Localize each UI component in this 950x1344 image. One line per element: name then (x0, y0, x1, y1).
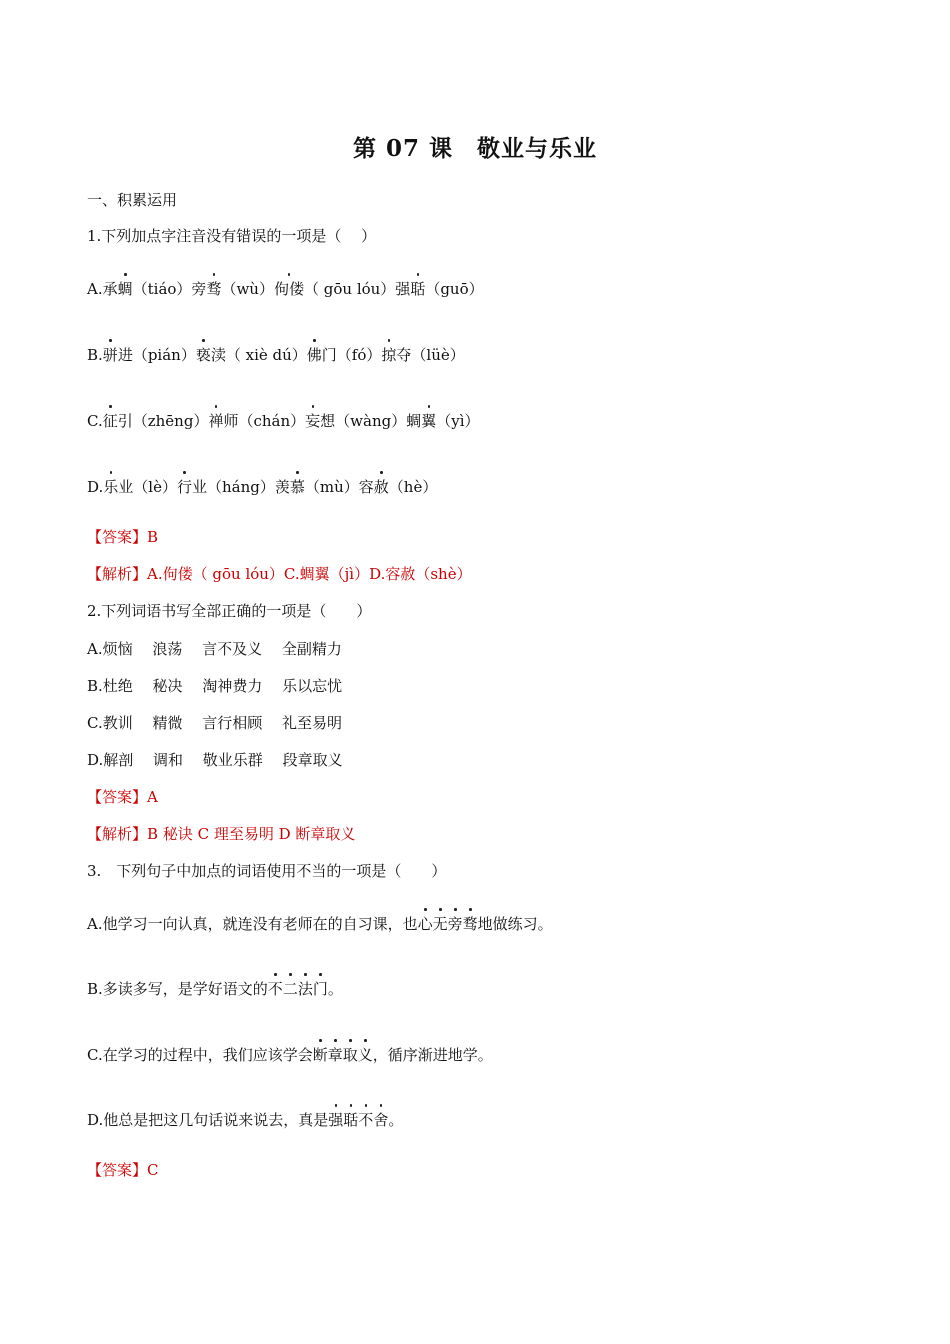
q2-answer-value: A (147, 788, 158, 806)
q1-d-text5: （hè） (388, 478, 438, 496)
q1-b-dotted4: 掠 (381, 346, 397, 364)
q3-d-dotted-word (328, 1111, 388, 1129)
q3-option-d (87, 1109, 403, 1131)
q1-b-dotted2: 亵 (195, 346, 211, 364)
q1-b-dotted3: 佛 (306, 346, 322, 364)
emphasis-dot-char: 骛 (462, 915, 478, 933)
q1-analysis (87, 563, 472, 585)
q1-analysis-text: A.佝偻（ gōu lóu）C.蜩翼（jì）D.容赦（shè） (147, 565, 472, 583)
q2-analysis-text: B 秘诀 C 理至易明 D 断章取义 (147, 825, 356, 843)
q1-a-dotted3: 佝偻 (273, 280, 304, 298)
q1-b-text3: 渎（ xiè dú） (210, 346, 307, 364)
q3-c-post: ，循序渐进地学。 (372, 1046, 493, 1064)
q1-c-dotted1: 征 (102, 412, 118, 430)
q1-option-a (87, 278, 484, 300)
q1-a-dotted4: 聒 (410, 280, 426, 298)
q3-a-pre: A.他学习一向认真，就连没有老师在的自习课，也 (87, 915, 418, 933)
q2-stem: 2.下列词语书写全部正确的一项是（ ） (87, 602, 372, 620)
q3-stem: 3. 下列句子中加点的词语使用不当的一项是（ ） (87, 862, 447, 880)
q1-b-text2: 进（pián） (117, 346, 196, 364)
q1-b-text1: B. (87, 346, 103, 364)
emphasis-dot-char: 二 (282, 980, 298, 998)
emphasis-dot-char: 不 (358, 1111, 374, 1129)
q1-c-text2: 引（zhēng） (117, 412, 209, 430)
q2-answer (87, 786, 158, 808)
q1-d-dotted1: 乐 (103, 478, 119, 496)
q1-b-text4: 门（fó） (321, 346, 382, 364)
q3-b-post: 。 (327, 980, 343, 998)
q1-c-text1: C. (87, 412, 103, 430)
q3-answer-value: C (147, 1161, 159, 1179)
q3-answer (87, 1159, 159, 1181)
q2-option-c: C.教训 精微 言行相顾 礼至易明 (87, 714, 343, 732)
emphasis-dot-char: 心 (417, 915, 433, 933)
q1-stem: 1.下列加点字注音没有错误的一项是（ ） (87, 227, 377, 245)
q3-d-post: 。 (388, 1111, 404, 1129)
q1-analysis-label: 【解析】 (87, 565, 148, 583)
q3-answer-label: 【答案】 (87, 1161, 148, 1179)
q1-b-text5: 夺（lüè） (396, 346, 465, 364)
q1-a-text5: （guō） (425, 280, 484, 298)
q1-c-dotted3: 妄 (305, 412, 321, 430)
q1-option-c (87, 410, 480, 432)
section-heading: 一、积累运用 (87, 191, 178, 209)
q1-d-text1: D. (87, 478, 104, 496)
q3-option-a (87, 913, 553, 935)
q1-answer-label: 【答案】 (87, 528, 148, 546)
emphasis-dot-char: 义 (357, 1046, 373, 1064)
q1-a-text3: （wù） (221, 280, 274, 298)
q1-option-d (87, 476, 437, 498)
q1-c-dotted2: 禅 (208, 412, 224, 430)
q3-b-dotted-word (268, 980, 328, 998)
q1-d-dotted4: 赦 (373, 478, 389, 496)
q2-answer-label: 【答案】 (87, 788, 148, 806)
emphasis-dot-char: 门 (312, 980, 328, 998)
q3-c-dotted-word (313, 1046, 373, 1064)
q2-option-d: D.解剖 调和 敬业乐群 段章取义 (87, 751, 343, 769)
emphasis-dot-char: 断 (312, 1046, 328, 1064)
q1-a-dotted1: 蜩 (117, 280, 133, 298)
emphasis-dot-char: 不 (267, 980, 283, 998)
q3-option-b (87, 978, 343, 1000)
emphasis-dot-char: 法 (297, 980, 313, 998)
q1-a-text2: （tiáo）旁 (132, 280, 207, 298)
q1-d-text2: 业（lè） (118, 478, 177, 496)
emphasis-dot-char: 旁 (447, 915, 463, 933)
q2-analysis-label: 【解析】 (87, 825, 148, 843)
emphasis-dot-char: 聒 (343, 1111, 359, 1129)
q1-a-dotted2: 骛 (206, 280, 222, 298)
q2-option-b: B.杜绝 秘决 淘神费力 乐以忘忧 (87, 677, 343, 695)
q1-answer-value: B (147, 528, 159, 546)
emphasis-dot-char: 取 (342, 1046, 358, 1064)
q3-a-post: 地做练习。 (477, 915, 553, 933)
q3-option-c (87, 1044, 493, 1066)
emphasis-dot-char: 无 (432, 915, 448, 933)
q1-d-text4: （mù）容 (304, 478, 374, 496)
q3-c-pre: C.在学习的过程中，我们应该学会 (87, 1046, 313, 1064)
q1-b-dotted1: 骈 (102, 346, 118, 364)
emphasis-dot-char: 舍 (373, 1111, 389, 1129)
q2-option-a: A.烦恼 浪荡 言不及义 全副精力 (87, 640, 342, 658)
q1-a-text4: （ gōu lóu）强 (303, 280, 411, 298)
q3-b-pre: B.多读多写，是学好语文的 (87, 980, 268, 998)
q3-a-dotted-word (418, 915, 478, 933)
q1-c-dotted4: 翼 (421, 412, 437, 430)
q1-c-text4: 想（wàng）蜩 (320, 412, 422, 430)
q3-d-pre: D.他总是把这几句话说来说去，真是 (87, 1111, 329, 1129)
q1-d-text3: 业（háng）羡 (191, 478, 290, 496)
q1-c-text5: （yì） (436, 412, 480, 430)
q2-analysis (87, 823, 355, 845)
q1-a-text1: A.承 (87, 280, 118, 298)
page-title: 第 07 课 敬业与乐业 (352, 135, 598, 162)
q1-d-dotted3: 慕 (289, 478, 305, 496)
emphasis-dot-char: 强 (328, 1111, 344, 1129)
q1-d-dotted2: 行 (176, 478, 192, 496)
q1-answer (87, 526, 158, 548)
q1-option-b (87, 344, 465, 366)
emphasis-dot-char: 章 (327, 1046, 343, 1064)
q1-c-text3: 师（chán） (223, 412, 306, 430)
